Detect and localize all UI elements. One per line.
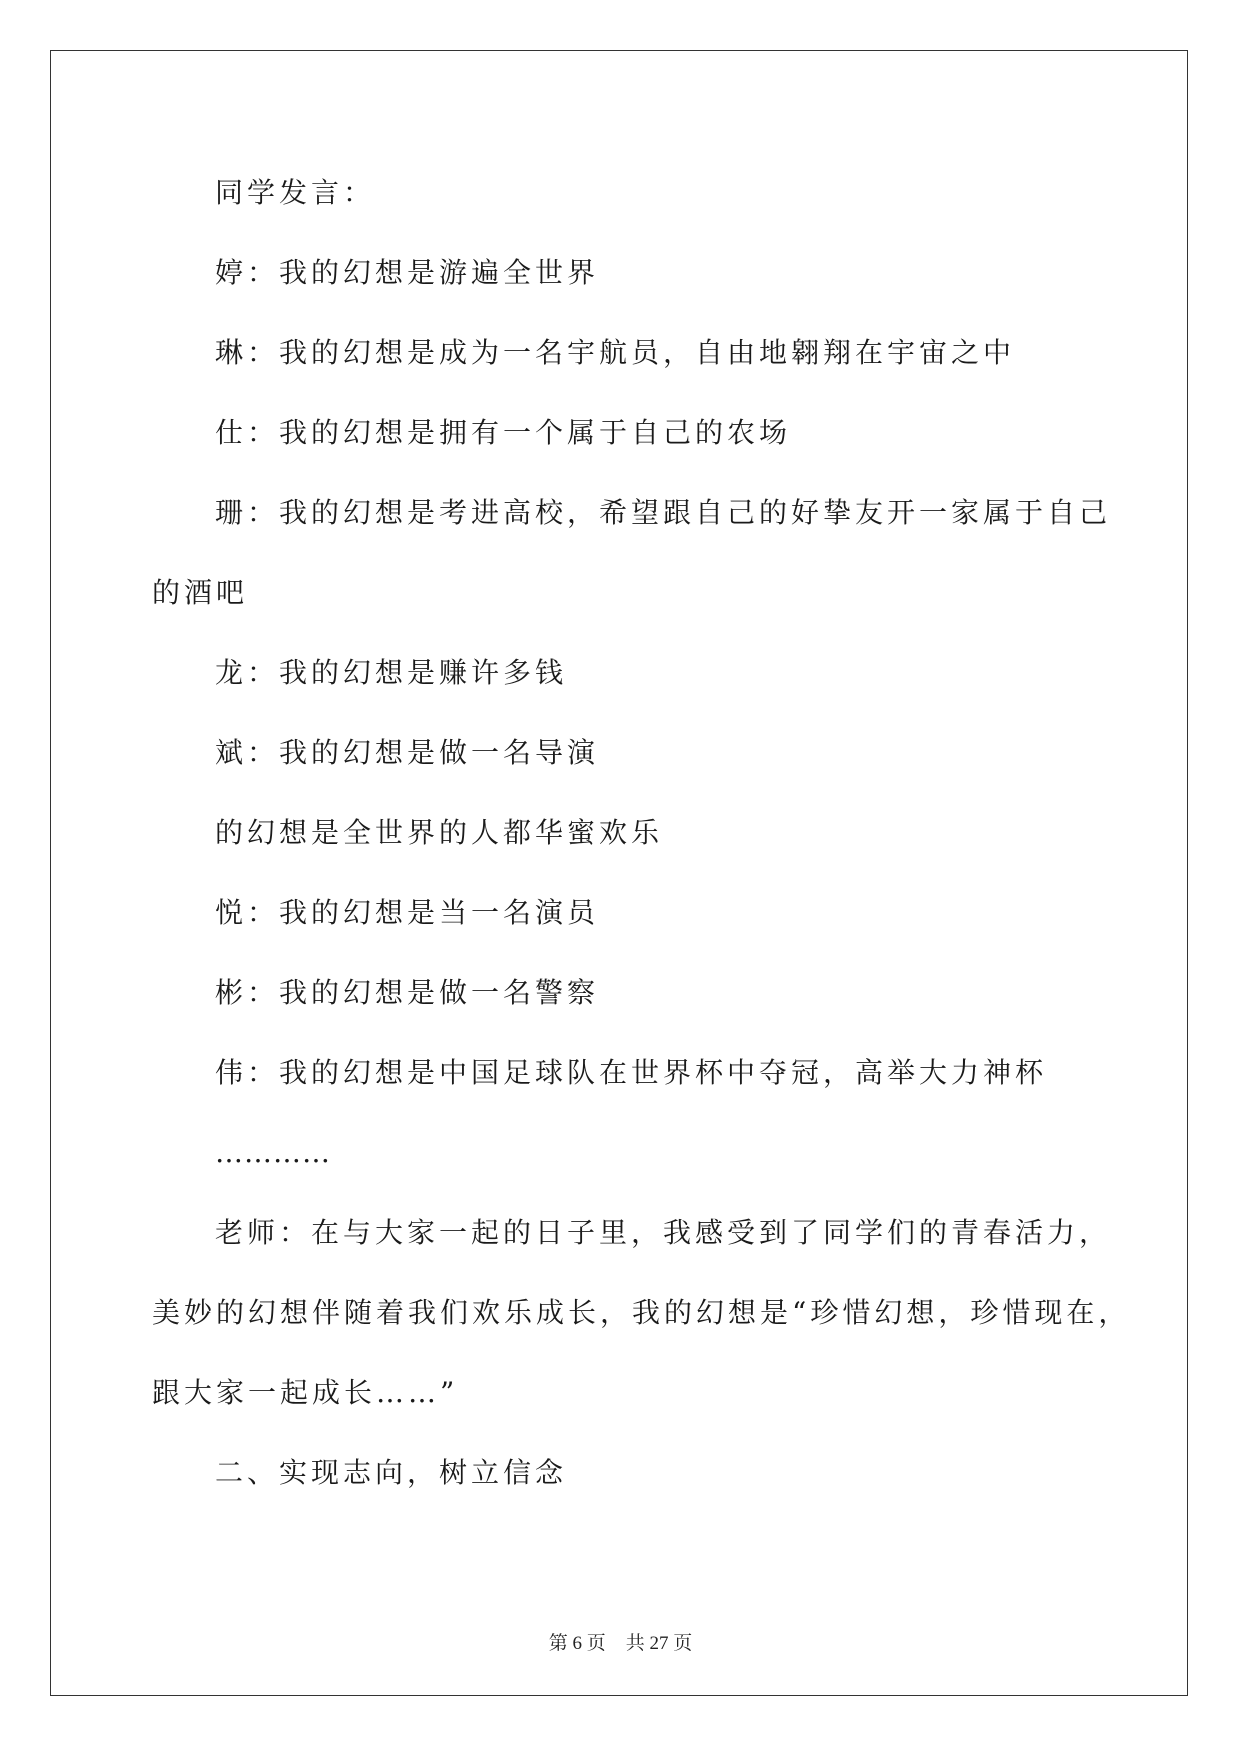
- page-total: 共 27 页: [625, 1633, 693, 1654]
- page-footer: [0, 1632, 1241, 1656]
- paragraph-line: 龙：我的幻想是赚许多钱: [215, 656, 568, 689]
- paragraph-line: 伟：我的幻想是中国足球队在世界杯中夺冠，高举大力神杯: [215, 1056, 1048, 1089]
- page-number: 第 6 页: [548, 1633, 606, 1654]
- paragraph-line: 老师：在与大家一起的日子里，我感受到了同学们的青春活力，: [215, 1216, 1112, 1249]
- paragraph-line: 婷：我的幻想是游遍全世界: [215, 256, 600, 289]
- paragraph-line: 的酒吧: [152, 576, 249, 609]
- paragraph-line: 美妙的幻想伴随着我们欢乐成长，我的幻想是“珍惜幻想，珍惜现在，: [152, 1296, 1131, 1329]
- paragraph-line: 斌：我的幻想是做一名导演: [215, 736, 600, 769]
- page-border: [50, 50, 1188, 1696]
- paragraph-line: 跟大家一起成长……”: [152, 1376, 459, 1409]
- paragraph-line: 仕：我的幻想是拥有一个属于自己的农场: [215, 416, 792, 449]
- paragraph-line: 悦：我的幻想是当一名演员: [215, 896, 600, 929]
- paragraph-line: 珊：我的幻想是考进高校，希望跟自己的好挚友开一家属于自己: [215, 496, 1112, 529]
- paragraph-line: 同学发言：: [215, 176, 376, 209]
- paragraph-line: 彬：我的幻想是做一名警察: [215, 976, 600, 1009]
- paragraph-line: 的幻想是全世界的人都华蜜欢乐: [215, 816, 664, 849]
- section-heading: 二、实现志向，树立信念: [215, 1456, 568, 1489]
- ellipsis-line: …………: [215, 1136, 331, 1169]
- paragraph-line: 琳：我的幻想是成为一名宇航员，自由地翱翔在宇宙之中: [215, 336, 1016, 369]
